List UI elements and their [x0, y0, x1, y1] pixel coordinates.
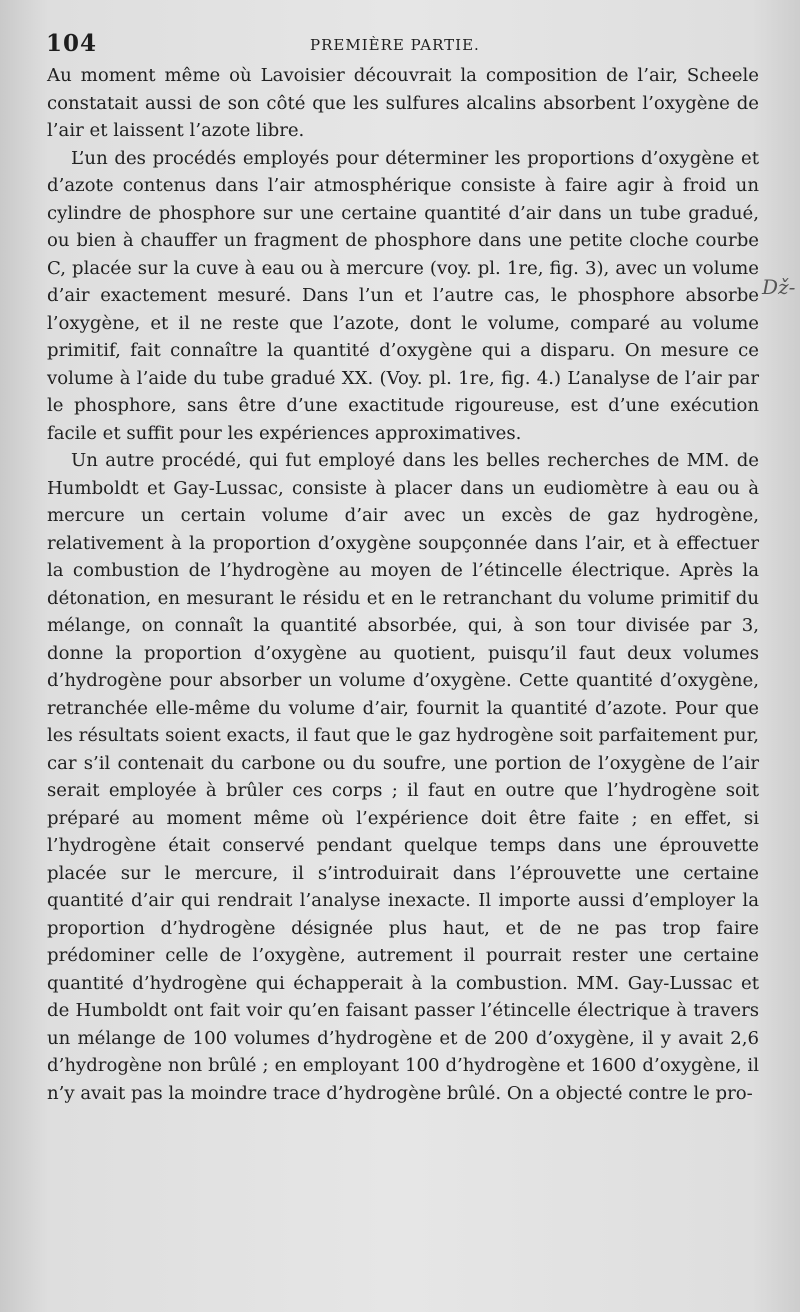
paragraph: Au moment même où Lavoisier découvrait la composition de l’air, Scheele constatait aussi de son côté que les sulfures alcalins absorbent l’oxygène de l’air et laissent l’azote libre. — [47, 65, 759, 141]
body-text — [47, 62, 759, 1107]
paragraph: L’un des procédés employés pour déterminer les proportions d’oxygène et d’azote contenus dans l’air atmosphérique consiste à faire agir à froid un cylindre de phosphore sur une certaine quantité d’air dans un tube gradué, ou bien à chauffer un fragment de phosphore dans une petite cloche courbe C, placée sur la cuve à eau ou à mercure (voy. pl. 1re, fig. 3), avec un volume d’air exactement mesuré. Dans l’un et l’autre cas, le phosphore absorbe l’oxygène, et il ne reste que l’azote, dont le volume, comparé au volume primitif, fait connaître la quantité d’oxygène qui a disparu. On mesure ce volume à l’aide du tube gradué XX. (Voy. pl. 1re, fig. 4.) L’analyse de l’air par le phosphore, sans être d’une exactitude rigoureuse, est d’une exécution facile et suffit pour les expériences approximatives. — [47, 147, 759, 444]
page-number: 104 — [46, 30, 98, 57]
paragraph: Un autre procédé, qui fut employé dans les belles recherches de MM. de Humboldt et Gay-Lussac, consiste à placer dans un eudiomètre à eau ou à mercure un certain volume d’air avec un excès de gaz hydrogène, relativement à la proportion d’oxygène soupçonnée dans l’air, et à effectuer la combustion de l’hydrogène au moyen de l’étincelle électrique. Après la détonation, en mesurant le résidu et en le retranchant du volume primitif du mélange, on connaît la quantité absorbée, qui, à son tour divisée par 3, donne la proportion d’oxygène au quotient, puisqu’il faut deux volumes d’hydrogène pour absorber un volume d’oxygène. Cette quantité d’oxygène, retranchée elle-même du volume d’air, fournit la quantité d’azote. Pour que les résultats soient exacts, il faut que le gaz hydrogène soit parfaitement pur, car s’il contenait du carbone ou du soufre, une portion de l’oxygène de l’air serait employée à brûler ces corps ; il faut en outre que l’hydrogène soit préparé au moment même où l’expérience doit être faite ; en effet, si l’hydrogène était conservé pendant quelque temps dans une éprouvette placée sur le mercure, il s’introduirait dans l’éprouvette une certaine quantité d’air qui rendrait l’analyse inexacte. Il importe aussi d’employer la proportion d’hydrogène désignée plus haut, et de ne pas trop faire prédominer celle de l’oxygène, autrement il pourrait rester une certaine quantité d’hydrogène qui échapperait à la combustion. MM. Gay-Lussac et de Humboldt ont fait voir qu’en faisant passer l’étincelle électrique à travers un mélange de 100 volumes d’hydrogène et de 200 d’oxygène, il y avait 2,6 d’hydrogène non brûlé ; en employant 100 d’hydrogène et 1600 d’oxygène, il n’y avait pas la moindre trace d’hydrogène brûlé. On a objecté contre le pro- — [47, 450, 759, 1104]
running-head: PREMIÈRE PARTIE. — [310, 36, 480, 54]
margin-annotation: ǅ- — [762, 275, 796, 299]
page-header — [46, 30, 766, 60]
